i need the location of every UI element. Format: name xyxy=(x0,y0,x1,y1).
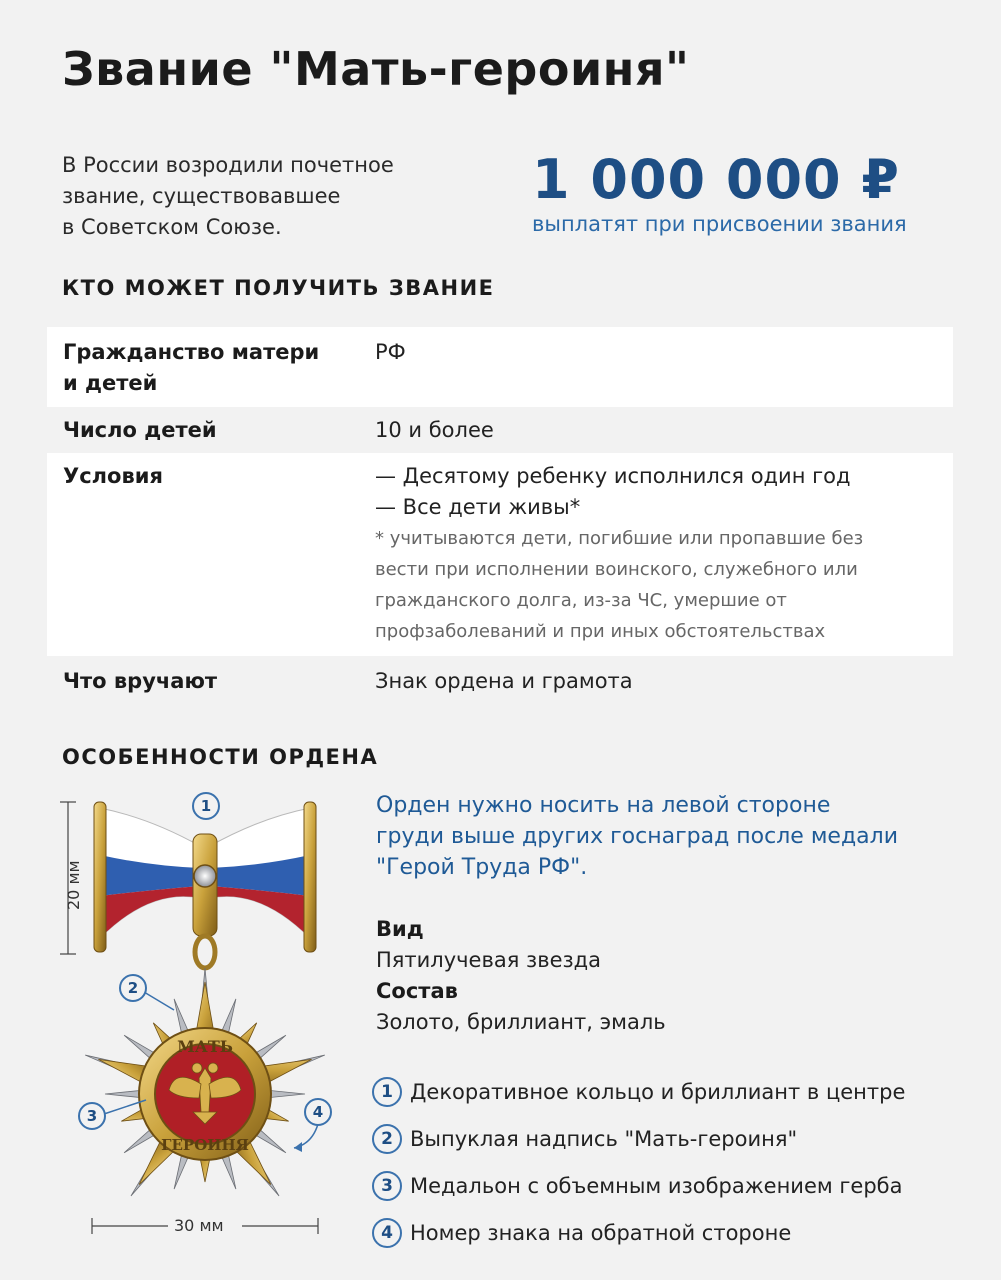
description-line: Орден нужно носить на левой стороне xyxy=(376,793,831,818)
payment-amount: 1 000 000 ₽ xyxy=(532,148,900,211)
feature-number: 1 xyxy=(372,1077,402,1107)
feature-text: Декоративное кольцо и бриллиант в центре xyxy=(410,1079,906,1104)
table-row xyxy=(47,407,953,453)
footnote-line: * учитываются дети, погибшие или пропавшие без xyxy=(375,528,864,549)
value-line: РФ xyxy=(375,340,406,364)
type-value: Пятилучевая звезда xyxy=(376,948,602,972)
label-line: Число детей xyxy=(63,418,217,442)
value-line: — Все дети живы* xyxy=(375,495,581,519)
label-line: и детей xyxy=(63,371,158,395)
value-line: 10 и более xyxy=(375,418,494,442)
list-item xyxy=(372,1115,952,1162)
intro-line: звание, существовавшее xyxy=(62,184,341,208)
feature-number: 4 xyxy=(372,1218,402,1248)
list-item xyxy=(372,1068,952,1115)
callout-2: 2 xyxy=(119,974,147,1002)
footnote-line: гражданского долга, из-за ЧС, умершие от xyxy=(375,590,787,611)
page-title: Звание "Мать-героиня" xyxy=(62,42,690,96)
row-value xyxy=(375,415,937,443)
feature-text: Номер знака на обратной стороне xyxy=(410,1220,792,1245)
label-line: Что вручают xyxy=(63,669,218,693)
footnote-line: профзаболеваний и при иных обстоятельствах xyxy=(375,621,826,642)
value-line: — Десятому ребенку исполнился один год xyxy=(375,464,851,488)
width-dimension-label: 30 мм xyxy=(174,1216,224,1235)
label-line: Гражданство матери xyxy=(63,340,320,364)
eligibility-heading: КТО МОЖЕТ ПОЛУЧИТЬ ЗВАНИЕ xyxy=(62,276,495,300)
row-value xyxy=(375,337,937,397)
value-line: Знак ордена и грамота xyxy=(375,669,633,693)
callout-1: 1 xyxy=(192,792,220,820)
feature-list xyxy=(372,1068,952,1256)
order-heading: ОСОБЕННОСТИ ОРДЕНА xyxy=(62,745,379,769)
row-label xyxy=(63,461,375,646)
medal-image xyxy=(50,788,350,1258)
table-row xyxy=(47,656,953,704)
type-label: Вид xyxy=(376,917,424,941)
eligibility-table xyxy=(47,327,953,704)
composition-value: Золото, бриллиант, эмаль xyxy=(376,1010,666,1034)
composition-label: Состав xyxy=(376,979,458,1003)
payment-caption: выплатят при присвоении звания xyxy=(532,212,907,236)
row-label xyxy=(63,337,375,397)
table-row xyxy=(47,453,953,656)
table-row xyxy=(47,327,953,407)
description-line: "Герой Труда РФ". xyxy=(376,855,588,880)
height-dimension-label: 20 мм xyxy=(64,860,83,910)
medal-text-bottom: ГЕРОИНЯ xyxy=(161,1136,249,1154)
order-description xyxy=(376,790,936,883)
row-value xyxy=(375,461,937,646)
row-label xyxy=(63,666,375,694)
list-item xyxy=(372,1162,952,1209)
footnote-line: вести при исполнении воинского, служебного или xyxy=(375,559,858,580)
row-value xyxy=(375,666,937,694)
list-item xyxy=(372,1209,952,1256)
intro-text xyxy=(62,150,482,243)
order-properties xyxy=(376,914,936,1038)
medal-text-top: МАТЬ xyxy=(177,1037,233,1056)
feature-text: Медальон с объемным изображением герба xyxy=(410,1173,903,1198)
footnote xyxy=(375,523,937,647)
medal-illustration xyxy=(50,788,350,1258)
callout-3: 3 xyxy=(78,1102,106,1130)
label-line: Условия xyxy=(63,464,163,488)
intro-line: в Советском Союзе. xyxy=(62,215,282,239)
feature-text: Выпуклая надпись "Мать-героиня" xyxy=(410,1126,798,1151)
row-label xyxy=(63,415,375,443)
intro-line: В России возродили почетное xyxy=(62,153,394,177)
feature-number: 2 xyxy=(372,1124,402,1154)
feature-number: 3 xyxy=(372,1171,402,1201)
description-line: груди выше других госнаград после медали xyxy=(376,824,899,849)
callout-4: 4 xyxy=(304,1098,332,1126)
